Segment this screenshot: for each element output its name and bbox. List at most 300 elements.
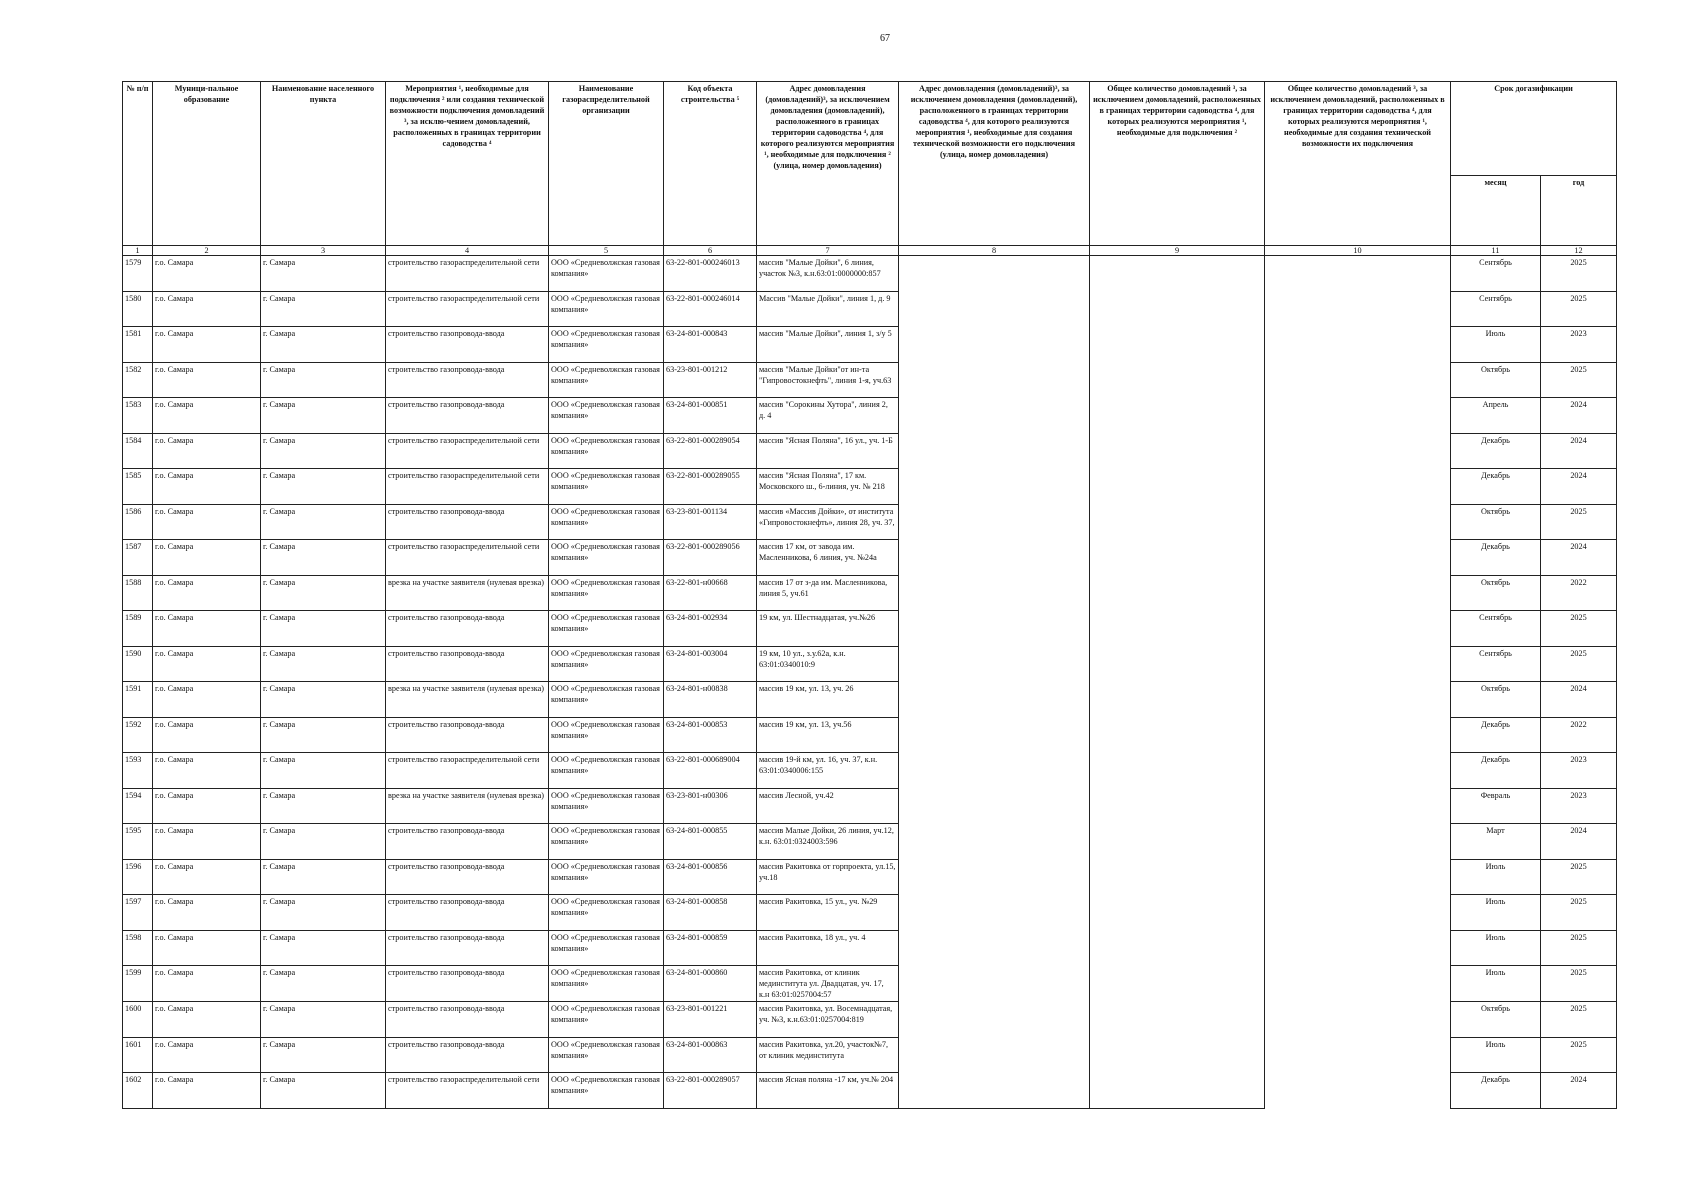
col-index: 8 bbox=[899, 246, 1090, 256]
cell-organization: ООО «Средневолжская газовая компания» bbox=[549, 575, 664, 611]
cell-object-code: 63-24-801-н00838 bbox=[664, 682, 757, 718]
cell-event: строительство газопровода-ввода bbox=[386, 1037, 549, 1073]
cell-event: строительство газопровода-ввода bbox=[386, 362, 549, 398]
cell-organization: ООО «Средневолжская газовая компания» bbox=[549, 682, 664, 718]
cell-object-code: 63-24-801-000856 bbox=[664, 859, 757, 895]
cell-month: Сентябрь bbox=[1451, 646, 1541, 682]
cell-settlement: г. Самара bbox=[261, 540, 386, 576]
cell-year: 2024 bbox=[1541, 398, 1617, 434]
col-index: 6 bbox=[664, 246, 757, 256]
cell-object-code: 63-24-801-002934 bbox=[664, 611, 757, 647]
cell-municipality: г.о. Самара bbox=[153, 469, 261, 505]
cell-address-tech bbox=[899, 540, 1090, 576]
cell-object-code: 63-22-801-н00668 bbox=[664, 575, 757, 611]
cell-municipality: г.о. Самара bbox=[153, 824, 261, 860]
cell-month: Февраль bbox=[1451, 788, 1541, 824]
cell-count-tech bbox=[1265, 646, 1451, 682]
table-row bbox=[123, 256, 1617, 292]
cell-address: массив Ракитовка от горпроекта, ул.15, уч.18 bbox=[757, 859, 899, 895]
cell-count-tech bbox=[1265, 398, 1451, 434]
cell-number: 1595 bbox=[123, 824, 153, 860]
cell-year: 2024 bbox=[1541, 682, 1617, 718]
cell-count-tech bbox=[1265, 1037, 1451, 1073]
cell-address-tech bbox=[899, 753, 1090, 789]
cell-number: 1585 bbox=[123, 469, 153, 505]
cell-count-connection bbox=[1090, 966, 1265, 1002]
header-municipality: Муници-пальное образование bbox=[153, 82, 261, 246]
cell-address-tech bbox=[899, 398, 1090, 434]
cell-municipality: г.о. Самара bbox=[153, 1002, 261, 1038]
cell-event: врезка на участке заявителя (нулевая врезка) bbox=[386, 682, 549, 718]
cell-municipality: г.о. Самара bbox=[153, 575, 261, 611]
cell-address: массив "Малые Дойки", линия 1, з/у 5 bbox=[757, 327, 899, 363]
cell-address-tech bbox=[899, 1037, 1090, 1073]
cell-count-tech bbox=[1265, 682, 1451, 718]
cell-event: строительство газораспределительной сети bbox=[386, 469, 549, 505]
cell-organization: ООО «Средневолжская газовая компания» bbox=[549, 753, 664, 789]
header-settlement: Наименование населенного пункта bbox=[261, 82, 386, 246]
cell-event: строительство газораспределительной сети bbox=[386, 291, 549, 327]
cell-event: строительство газораспределительной сети bbox=[386, 1073, 549, 1109]
cell-municipality: г.о. Самара bbox=[153, 362, 261, 398]
cell-year: 2022 bbox=[1541, 717, 1617, 753]
table-row bbox=[123, 646, 1617, 682]
table-body bbox=[123, 256, 1617, 1109]
cell-municipality: г.о. Самара bbox=[153, 1037, 261, 1073]
cell-count-tech bbox=[1265, 824, 1451, 860]
cell-year: 2025 bbox=[1541, 504, 1617, 540]
cell-year: 2025 bbox=[1541, 1037, 1617, 1073]
header-events: Мероприятия ¹, необходимые для подключения ² или создания технической возможности подключения домовладений ³, за исклю-чением домовладений, расположенных в границах территории садоводства ⁴ bbox=[386, 82, 549, 246]
cell-month: Июль bbox=[1451, 930, 1541, 966]
cell-object-code: 63-22-801-000246014 bbox=[664, 291, 757, 327]
cell-number: 1587 bbox=[123, 540, 153, 576]
cell-count-connection bbox=[1090, 540, 1265, 576]
cell-object-code: 63-23-801-001221 bbox=[664, 1002, 757, 1038]
cell-organization: ООО «Средневолжская газовая компания» bbox=[549, 646, 664, 682]
cell-year: 2025 bbox=[1541, 256, 1617, 292]
cell-address: массив 17 км, от завода им. Масленникова, 6 линия, уч. №24а bbox=[757, 540, 899, 576]
cell-month: Декабрь bbox=[1451, 469, 1541, 505]
cell-address-tech bbox=[899, 682, 1090, 718]
cell-address-tech bbox=[899, 895, 1090, 931]
cell-count-connection bbox=[1090, 895, 1265, 931]
cell-address: массив 19 км, ул. 13, уч.56 bbox=[757, 717, 899, 753]
cell-organization: ООО «Средневолжская газовая компания» bbox=[549, 291, 664, 327]
cell-number: 1590 bbox=[123, 646, 153, 682]
cell-address-tech bbox=[899, 433, 1090, 469]
header-month: месяц bbox=[1451, 176, 1541, 246]
header-number: № п/п bbox=[123, 82, 153, 246]
cell-event: строительство газораспределительной сети bbox=[386, 433, 549, 469]
cell-address: массив Ясная поляна -17 км, уч.№ 204 bbox=[757, 1073, 899, 1109]
header-organization: Наименование газораспределительной организации bbox=[549, 82, 664, 246]
cell-address: 19 км, ул. Шестнадцатая, уч.№26 bbox=[757, 611, 899, 647]
cell-month: Июль bbox=[1451, 327, 1541, 363]
col-index: 4 bbox=[386, 246, 549, 256]
header-row bbox=[123, 82, 1617, 176]
cell-object-code: 63-24-801-000851 bbox=[664, 398, 757, 434]
table-row bbox=[123, 398, 1617, 434]
cell-settlement: г. Самара bbox=[261, 575, 386, 611]
cell-event: строительство газопровода-ввода bbox=[386, 859, 549, 895]
col-index: 9 bbox=[1090, 246, 1265, 256]
cell-address: массив Ракитовка, от клиник мединститута ул. Двадцатая, уч. 17, к.н 63:01:0257004:57 bbox=[757, 966, 899, 1002]
cell-address-tech bbox=[899, 611, 1090, 647]
cell-count-tech bbox=[1265, 1073, 1451, 1109]
cell-settlement: г. Самара bbox=[261, 433, 386, 469]
cell-address-tech bbox=[899, 1002, 1090, 1038]
cell-number: 1599 bbox=[123, 966, 153, 1002]
cell-organization: ООО «Средневолжская газовая компания» bbox=[549, 469, 664, 505]
table-row bbox=[123, 1037, 1617, 1073]
cell-month: Сентябрь bbox=[1451, 256, 1541, 292]
cell-event: строительство газопровода-ввода bbox=[386, 504, 549, 540]
cell-organization: ООО «Средневолжская газовая компания» bbox=[549, 1037, 664, 1073]
cell-municipality: г.о. Самара bbox=[153, 327, 261, 363]
cell-object-code: 63-22-801-000289055 bbox=[664, 469, 757, 505]
cell-address-tech bbox=[899, 824, 1090, 860]
table-row bbox=[123, 362, 1617, 398]
cell-count-tech bbox=[1265, 788, 1451, 824]
cell-address: массив "Ясная Поляна", 17 км. Московского ш., 6-линия, уч. № 218 bbox=[757, 469, 899, 505]
cell-count-connection bbox=[1090, 433, 1265, 469]
cell-month: Сентябрь bbox=[1451, 611, 1541, 647]
table-row bbox=[123, 327, 1617, 363]
cell-count-connection bbox=[1090, 256, 1265, 292]
cell-organization: ООО «Средневолжская газовая компания» bbox=[549, 717, 664, 753]
cell-count-connection bbox=[1090, 753, 1265, 789]
cell-organization: ООО «Средневолжская газовая компания» bbox=[549, 433, 664, 469]
cell-address: массив 19 км, ул. 13, уч. 26 bbox=[757, 682, 899, 718]
cell-organization: ООО «Средневолжская газовая компания» bbox=[549, 1002, 664, 1038]
cell-settlement: г. Самара bbox=[261, 646, 386, 682]
cell-settlement: г. Самара bbox=[261, 824, 386, 860]
cell-count-connection bbox=[1090, 824, 1265, 860]
cell-year: 2022 bbox=[1541, 575, 1617, 611]
cell-organization: ООО «Средневолжская газовая компания» bbox=[549, 895, 664, 931]
cell-count-connection bbox=[1090, 1073, 1265, 1109]
cell-organization: ООО «Средневолжская газовая компания» bbox=[549, 327, 664, 363]
cell-count-tech bbox=[1265, 433, 1451, 469]
cell-number: 1592 bbox=[123, 717, 153, 753]
cell-object-code: 63-23-801-001212 bbox=[664, 362, 757, 398]
cell-count-connection bbox=[1090, 398, 1265, 434]
cell-count-connection bbox=[1090, 1037, 1265, 1073]
cell-count-tech bbox=[1265, 859, 1451, 895]
cell-address-tech bbox=[899, 575, 1090, 611]
cell-address: массив Ракитовка, 15 ул., уч. №29 bbox=[757, 895, 899, 931]
cell-count-tech bbox=[1265, 895, 1451, 931]
cell-year: 2023 bbox=[1541, 788, 1617, 824]
cell-address: массив 17 от з-да им. Масленникова, линия 5, уч.61 bbox=[757, 575, 899, 611]
cell-settlement: г. Самара bbox=[261, 327, 386, 363]
cell-municipality: г.о. Самара bbox=[153, 753, 261, 789]
cell-count-tech bbox=[1265, 575, 1451, 611]
cell-count-tech bbox=[1265, 930, 1451, 966]
cell-event: строительство газопровода-ввода bbox=[386, 930, 549, 966]
cell-organization: ООО «Средневолжская газовая компания» bbox=[549, 611, 664, 647]
header-year: год bbox=[1541, 176, 1617, 246]
cell-municipality: г.о. Самара bbox=[153, 646, 261, 682]
cell-address-tech bbox=[899, 717, 1090, 753]
cell-object-code: 63-24-801-003004 bbox=[664, 646, 757, 682]
cell-count-connection bbox=[1090, 682, 1265, 718]
cell-address: массив "Ясная Поляна", 16 ул., уч. 1-Б bbox=[757, 433, 899, 469]
cell-year: 2025 bbox=[1541, 291, 1617, 327]
cell-event: строительство газопровода-ввода bbox=[386, 824, 549, 860]
cell-month: Октябрь bbox=[1451, 362, 1541, 398]
cell-organization: ООО «Средневолжская газовая компания» bbox=[549, 398, 664, 434]
cell-number: 1601 bbox=[123, 1037, 153, 1073]
cell-number: 1593 bbox=[123, 753, 153, 789]
table-row bbox=[123, 966, 1617, 1002]
cell-municipality: г.о. Самара bbox=[153, 540, 261, 576]
table-row bbox=[123, 291, 1617, 327]
cell-settlement: г. Самара bbox=[261, 859, 386, 895]
header-deadline: Срок догазификации bbox=[1451, 82, 1617, 176]
cell-month: Июль bbox=[1451, 1037, 1541, 1073]
cell-event: строительство газораспределительной сети bbox=[386, 540, 549, 576]
col-index: 3 bbox=[261, 246, 386, 256]
cell-address-tech bbox=[899, 327, 1090, 363]
cell-year: 2025 bbox=[1541, 859, 1617, 895]
cell-object-code: 63-22-801-000289056 bbox=[664, 540, 757, 576]
cell-count-connection bbox=[1090, 646, 1265, 682]
cell-municipality: г.о. Самара bbox=[153, 859, 261, 895]
cell-month: Апрель bbox=[1451, 398, 1541, 434]
cell-year: 2024 bbox=[1541, 540, 1617, 576]
cell-month: Октябрь bbox=[1451, 682, 1541, 718]
cell-organization: ООО «Средневолжская газовая компания» bbox=[549, 824, 664, 860]
cell-organization: ООО «Средневолжская газовая компания» bbox=[549, 930, 664, 966]
cell-address-tech bbox=[899, 469, 1090, 505]
cell-address-tech bbox=[899, 504, 1090, 540]
cell-number: 1579 bbox=[123, 256, 153, 292]
cell-address-tech bbox=[899, 646, 1090, 682]
cell-organization: ООО «Средневолжская газовая компания» bbox=[549, 859, 664, 895]
cell-count-tech bbox=[1265, 469, 1451, 505]
cell-number: 1600 bbox=[123, 1002, 153, 1038]
cell-year: 2025 bbox=[1541, 966, 1617, 1002]
cell-event: строительство газопровода-ввода bbox=[386, 1002, 549, 1038]
cell-address-tech bbox=[899, 788, 1090, 824]
table-row bbox=[123, 611, 1617, 647]
cell-settlement: г. Самара bbox=[261, 788, 386, 824]
cell-count-connection bbox=[1090, 788, 1265, 824]
cell-count-connection bbox=[1090, 291, 1265, 327]
cell-organization: ООО «Средневолжская газовая компания» bbox=[549, 540, 664, 576]
table-row bbox=[123, 575, 1617, 611]
cell-object-code: 63-24-801-000858 bbox=[664, 895, 757, 931]
cell-count-connection bbox=[1090, 327, 1265, 363]
cell-address: массив Ракитовка, ул. Восемнадцатая, уч. №3, к.н.63:01:0257004:819 bbox=[757, 1002, 899, 1038]
cell-organization: ООО «Средневолжская газовая компания» bbox=[549, 966, 664, 1002]
cell-address: массив Ракитовка, 18 ул., уч. 4 bbox=[757, 930, 899, 966]
col-index: 5 bbox=[549, 246, 664, 256]
header-count-connection: Общее количество домовладений ³, за исключением домовладений, расположенных в границах территории садоводства ⁴, для которых реализуются мероприятия ¹, необходимые для подключения ² bbox=[1090, 82, 1265, 246]
cell-address-tech bbox=[899, 291, 1090, 327]
cell-object-code: 63-22-801-000289057 bbox=[664, 1073, 757, 1109]
table-row bbox=[123, 1073, 1617, 1109]
cell-event: строительство газопровода-ввода bbox=[386, 895, 549, 931]
cell-address-tech bbox=[899, 256, 1090, 292]
cell-municipality: г.о. Самара bbox=[153, 433, 261, 469]
cell-year: 2024 bbox=[1541, 824, 1617, 860]
col-index: 12 bbox=[1541, 246, 1617, 256]
header-address-connection: Адрес домовладения (домовладений)³, за исключением домовладения (домовладений), расположенного в границах территории садоводства ⁴, для которого реализуются мероприятия ¹, необходимые для подключения ² (улица, номер домовладения) bbox=[757, 82, 899, 246]
table-row bbox=[123, 753, 1617, 789]
cell-organization: ООО «Средневолжская газовая компания» bbox=[549, 788, 664, 824]
cell-municipality: г.о. Самара bbox=[153, 504, 261, 540]
header-object-code: Код объекта строительства ⁵ bbox=[664, 82, 757, 246]
cell-month: Декабрь bbox=[1451, 1073, 1541, 1109]
cell-object-code: 63-24-801-000863 bbox=[664, 1037, 757, 1073]
cell-event: строительство газопровода-ввода bbox=[386, 398, 549, 434]
cell-count-connection bbox=[1090, 859, 1265, 895]
cell-event: строительство газопровода-ввода bbox=[386, 966, 549, 1002]
cell-count-tech bbox=[1265, 256, 1451, 292]
cell-settlement: г. Самара bbox=[261, 1073, 386, 1109]
cell-address: массив «Массив Дойки», от института «Гипровостокнефть», линия 28, уч. 37, bbox=[757, 504, 899, 540]
table-row bbox=[123, 717, 1617, 753]
cell-event: строительство газораспределительной сети bbox=[386, 256, 549, 292]
gasification-table bbox=[122, 81, 1617, 1109]
cell-address: массив 19-й км, ул. 16, уч. 37, к.н. 63:01:0340006:155 bbox=[757, 753, 899, 789]
table-row bbox=[123, 824, 1617, 860]
col-index: 10 bbox=[1265, 246, 1451, 256]
cell-count-connection bbox=[1090, 611, 1265, 647]
cell-address: 19 км, 10 ул., з.у.62а, к.н. 63:01:0340010:9 bbox=[757, 646, 899, 682]
cell-settlement: г. Самара bbox=[261, 682, 386, 718]
cell-number: 1580 bbox=[123, 291, 153, 327]
cell-count-connection bbox=[1090, 469, 1265, 505]
cell-address-tech bbox=[899, 966, 1090, 1002]
cell-object-code: 63-24-801-000859 bbox=[664, 930, 757, 966]
column-index-row bbox=[123, 246, 1617, 256]
cell-count-tech bbox=[1265, 1002, 1451, 1038]
cell-count-connection bbox=[1090, 1002, 1265, 1038]
cell-municipality: г.о. Самара bbox=[153, 930, 261, 966]
cell-address-tech bbox=[899, 1073, 1090, 1109]
header-count-tech: Общее количество домовладений ³, за исключением домовладений, расположенных в границах территории садоводства ⁴, для которых реализуются мероприятия ¹, необходимые для создания технической возможности их подключения bbox=[1265, 82, 1451, 246]
cell-municipality: г.о. Самара bbox=[153, 966, 261, 1002]
table-row bbox=[123, 469, 1617, 505]
cell-number: 1597 bbox=[123, 895, 153, 931]
cell-count-connection bbox=[1090, 717, 1265, 753]
cell-municipality: г.о. Самара bbox=[153, 717, 261, 753]
cell-municipality: г.о. Самара bbox=[153, 682, 261, 718]
header-address-tech: Адрес домовладения (домовладений)³, за исключением домовладения (домовладений), расположенного в границах территории садоводства ⁴, для которого реализуются мероприятия ¹, необходимые для создания технической возможности его подключения (улица, номер домовладения) bbox=[899, 82, 1090, 246]
cell-settlement: г. Самара bbox=[261, 504, 386, 540]
cell-object-code: 63-24-801-000843 bbox=[664, 327, 757, 363]
cell-settlement: г. Самара bbox=[261, 717, 386, 753]
cell-count-tech bbox=[1265, 291, 1451, 327]
cell-organization: ООО «Средневолжская газовая компания» bbox=[549, 362, 664, 398]
cell-number: 1588 bbox=[123, 575, 153, 611]
cell-month: Июль bbox=[1451, 966, 1541, 1002]
cell-event: строительство газопровода-ввода bbox=[386, 717, 549, 753]
cell-address: массив "Сорокины Хутора", линия 2, д. 4 bbox=[757, 398, 899, 434]
cell-municipality: г.о. Самара bbox=[153, 895, 261, 931]
cell-count-tech bbox=[1265, 540, 1451, 576]
cell-municipality: г.о. Самара bbox=[153, 398, 261, 434]
table-row bbox=[123, 895, 1617, 931]
cell-count-tech bbox=[1265, 504, 1451, 540]
cell-month: Октябрь bbox=[1451, 504, 1541, 540]
col-index: 11 bbox=[1451, 246, 1541, 256]
table-row bbox=[123, 1002, 1617, 1038]
cell-count-tech bbox=[1265, 717, 1451, 753]
col-index: 1 bbox=[123, 246, 153, 256]
cell-event: врезка на участке заявителя (нулевая врезка) bbox=[386, 575, 549, 611]
cell-object-code: 63-22-801-000246013 bbox=[664, 256, 757, 292]
cell-object-code: 63-24-801-000860 bbox=[664, 966, 757, 1002]
cell-event: строительство газопровода-ввода bbox=[386, 611, 549, 647]
table-row bbox=[123, 859, 1617, 895]
cell-year: 2023 bbox=[1541, 327, 1617, 363]
cell-month: Июль bbox=[1451, 895, 1541, 931]
table-row bbox=[123, 682, 1617, 718]
cell-event: строительство газораспределительной сети bbox=[386, 753, 549, 789]
cell-address-tech bbox=[899, 859, 1090, 895]
cell-number: 1594 bbox=[123, 788, 153, 824]
cell-settlement: г. Самара bbox=[261, 966, 386, 1002]
cell-year: 2025 bbox=[1541, 895, 1617, 931]
cell-settlement: г. Самара bbox=[261, 1037, 386, 1073]
cell-month: Октябрь bbox=[1451, 1002, 1541, 1038]
cell-event: строительство газопровода-ввода bbox=[386, 646, 549, 682]
cell-address: массив Малые Дойки, 26 линия, уч.12, к.н. 63:01:0324003:596 bbox=[757, 824, 899, 860]
cell-organization: ООО «Средневолжская газовая компания» bbox=[549, 256, 664, 292]
cell-number: 1584 bbox=[123, 433, 153, 469]
cell-number: 1602 bbox=[123, 1073, 153, 1109]
col-index: 2 bbox=[153, 246, 261, 256]
cell-count-tech bbox=[1265, 966, 1451, 1002]
cell-month: Декабрь bbox=[1451, 433, 1541, 469]
cell-organization: ООО «Средневолжская газовая компания» bbox=[549, 1073, 664, 1109]
cell-municipality: г.о. Самара bbox=[153, 291, 261, 327]
cell-count-connection bbox=[1090, 362, 1265, 398]
cell-settlement: г. Самара bbox=[261, 753, 386, 789]
cell-address: Массив "Малые Дойки", линия 1, д. 9 bbox=[757, 291, 899, 327]
cell-municipality: г.о. Самара bbox=[153, 1073, 261, 1109]
cell-address-tech bbox=[899, 930, 1090, 966]
cell-address: массив "Малые Дойки", 6 линия, участок №3, к.н.63:01:0000000:857 bbox=[757, 256, 899, 292]
cell-settlement: г. Самара bbox=[261, 291, 386, 327]
cell-municipality: г.о. Самара bbox=[153, 788, 261, 824]
cell-count-tech bbox=[1265, 611, 1451, 647]
cell-organization: ООО «Средневолжская газовая компания» bbox=[549, 504, 664, 540]
cell-number: 1596 bbox=[123, 859, 153, 895]
cell-count-connection bbox=[1090, 504, 1265, 540]
cell-month: Март bbox=[1451, 824, 1541, 860]
cell-event: строительство газопровода-ввода bbox=[386, 327, 549, 363]
cell-settlement: г. Самара bbox=[261, 362, 386, 398]
table-row bbox=[123, 930, 1617, 966]
cell-object-code: 63-23-801-001134 bbox=[664, 504, 757, 540]
cell-address-tech bbox=[899, 362, 1090, 398]
cell-address: массив Лесной, уч.42 bbox=[757, 788, 899, 824]
cell-month: Декабрь bbox=[1451, 717, 1541, 753]
cell-settlement: г. Самара bbox=[261, 895, 386, 931]
cell-year: 2024 bbox=[1541, 469, 1617, 505]
cell-count-tech bbox=[1265, 753, 1451, 789]
table-row bbox=[123, 433, 1617, 469]
cell-count-tech bbox=[1265, 362, 1451, 398]
cell-number: 1598 bbox=[123, 930, 153, 966]
cell-object-code: 63-22-801-000689004 bbox=[664, 753, 757, 789]
